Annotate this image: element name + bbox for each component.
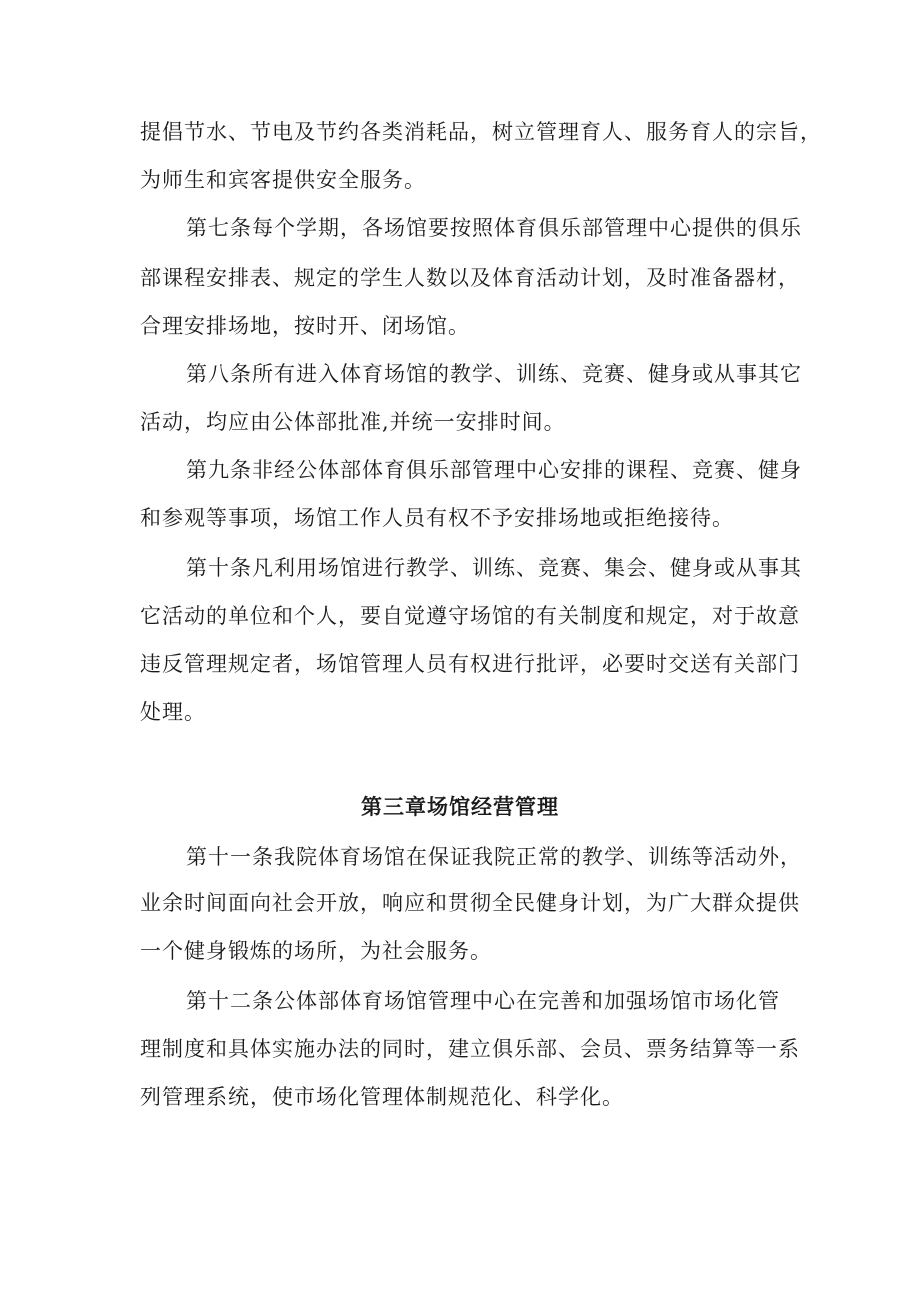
text-line: 为师生和宾客提供安全服务。 [140, 168, 426, 192]
text-line: 违反管理规定者，场馆管理人员有权进行批评，必要时交送有关部门 [140, 652, 800, 676]
text-line: 处理。 [140, 700, 206, 724]
article-12-line: 第十二条公体部体育场馆管理中心在完善和加强场馆市场化管 [186, 989, 780, 1013]
article-9-line: 第九条非经公体部体育俱乐部管理中心安排的课程、竞赛、健身 [186, 458, 802, 482]
article-7-line: 第七条每个学期，各场馆要按照体育俱乐部管理中心提供的俱乐 [186, 216, 802, 240]
text-line: 提倡节水、节电及节约各类消耗品，树立管理育人、服务育人的宗旨， [140, 120, 822, 144]
article-8-line: 第八条所有进入体育场馆的教学、训练、竞赛、健身或从事其它 [186, 362, 802, 386]
text-line: 合理安排场地，按时开、闭场馆。 [140, 314, 470, 338]
text-line: 一个健身锻炼的场所，为社会服务。 [140, 939, 492, 963]
text-line: 它活动的单位和个人，要自觉遵守场馆的有关制度和规定，对于故意 [140, 604, 800, 628]
text-line: 活动，均应由公体部批准,并统一安排时间。 [140, 410, 566, 434]
article-10-line: 第十条凡利用场馆进行教学、训练、竞赛、集会、健身或从事其 [186, 556, 802, 580]
text-line: 业余时间面向社会开放，响应和贯彻全民健身计划，为广大群众提供 [140, 891, 800, 915]
text-line: 列管理系统，使市场化管理体制规范化、科学化。 [140, 1085, 624, 1109]
chapter-title: 第三章场馆经营管理 [361, 794, 559, 819]
text-line: 和参观等事项，场馆工作人员有权不予安排场地或拒绝接待。 [140, 506, 734, 530]
article-11-line: 第十一条我院体育场馆在保证我院正常的教学、训练等活动外， [186, 845, 802, 869]
text-line: 部课程安排表、规定的学生人数以及体育活动计划，及时准备器材， [140, 266, 800, 290]
text-line: 理制度和具体实施办法的同时，建立俱乐部、会员、票务结算等一系 [140, 1037, 800, 1061]
